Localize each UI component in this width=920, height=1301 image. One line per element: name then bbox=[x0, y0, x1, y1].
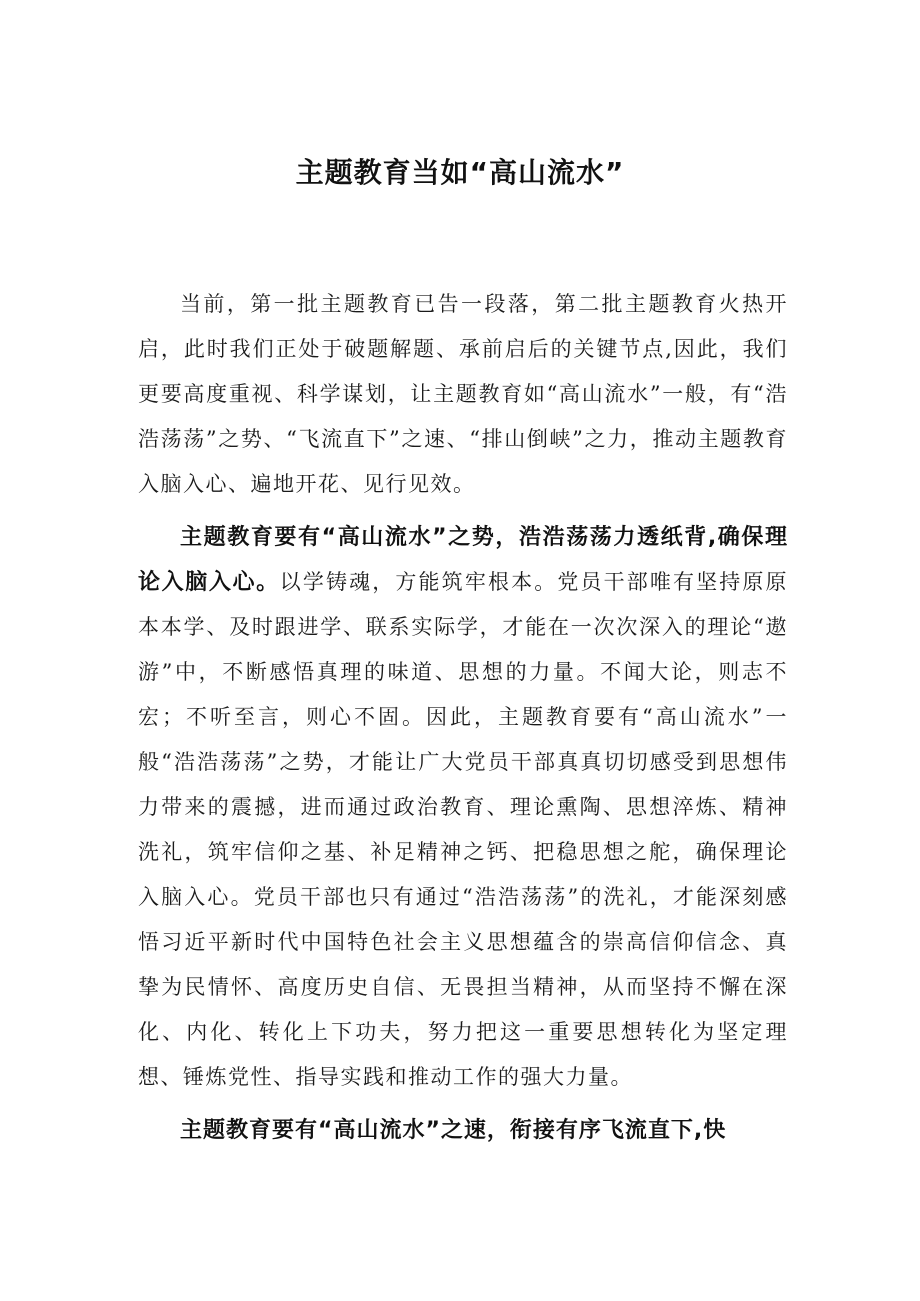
document-title: 主题教育当如“高山流水” bbox=[295, 156, 625, 189]
intro-paragraph: 当前，第一批主题教育已告一段落，第二批主题教育火热开启，此时我们正处于破题解题、承前启后的关键节点,因此，我们更要高度重视、科学谋划，让主题教育如“高山流水”一般，有“浩浩荡荡”之势、“飞流直下”之速、“排山倒峡”之力，推动主题教育入脑入心、遍地开花、见行见效。 bbox=[138, 292, 788, 496]
section-heading-1: 主题教育要有“高山流水”之势，浩浩荡荡力透纸背,确保理论入脑入心。 bbox=[138, 525, 788, 595]
section-text-1: 以学铸魂，方能筑牢根本。党员干部唯有坚持原原本本学、及时跟进学、联系实际学，才能在一次次深入的理论“遨游”中，不断感悟真理的味道、思想的力量。不闻大论，则志不宏；不听至言，则心不固。因此，主题教育要有“高山流水”一般“浩浩荡荡”之势，才能让广大党员干部真真切切感受到思想伟力带来的震撼，进而通过政治教育、理论熏陶、思想淬炼、精神洗礼，筑牢信仰之基、补足精神之钙、把稳思想之舵，确保理论入脑入心。党员干部也只有通过“浩浩荡荡”的洗礼，才能深刻感悟习近平新时代中国特色社会主义思想蕴含的崇高信仰信念、真挚为民情怀、高度历史自信、无畏担当精神，从而坚持不懈在深化、内化、转化上下功夫，努力把这一重要思想转化为坚定理想、锤炼党性、指导实践和推动工作的强大力量。 bbox=[138, 570, 788, 1089]
section-paragraph-1 bbox=[138, 515, 788, 1100]
section-heading-2: 主题教育要有“高山流水”之速，衔接有序飞流直下,快 bbox=[180, 1118, 727, 1143]
document-body bbox=[138, 282, 788, 1153]
section-paragraph-2 bbox=[138, 1108, 788, 1153]
